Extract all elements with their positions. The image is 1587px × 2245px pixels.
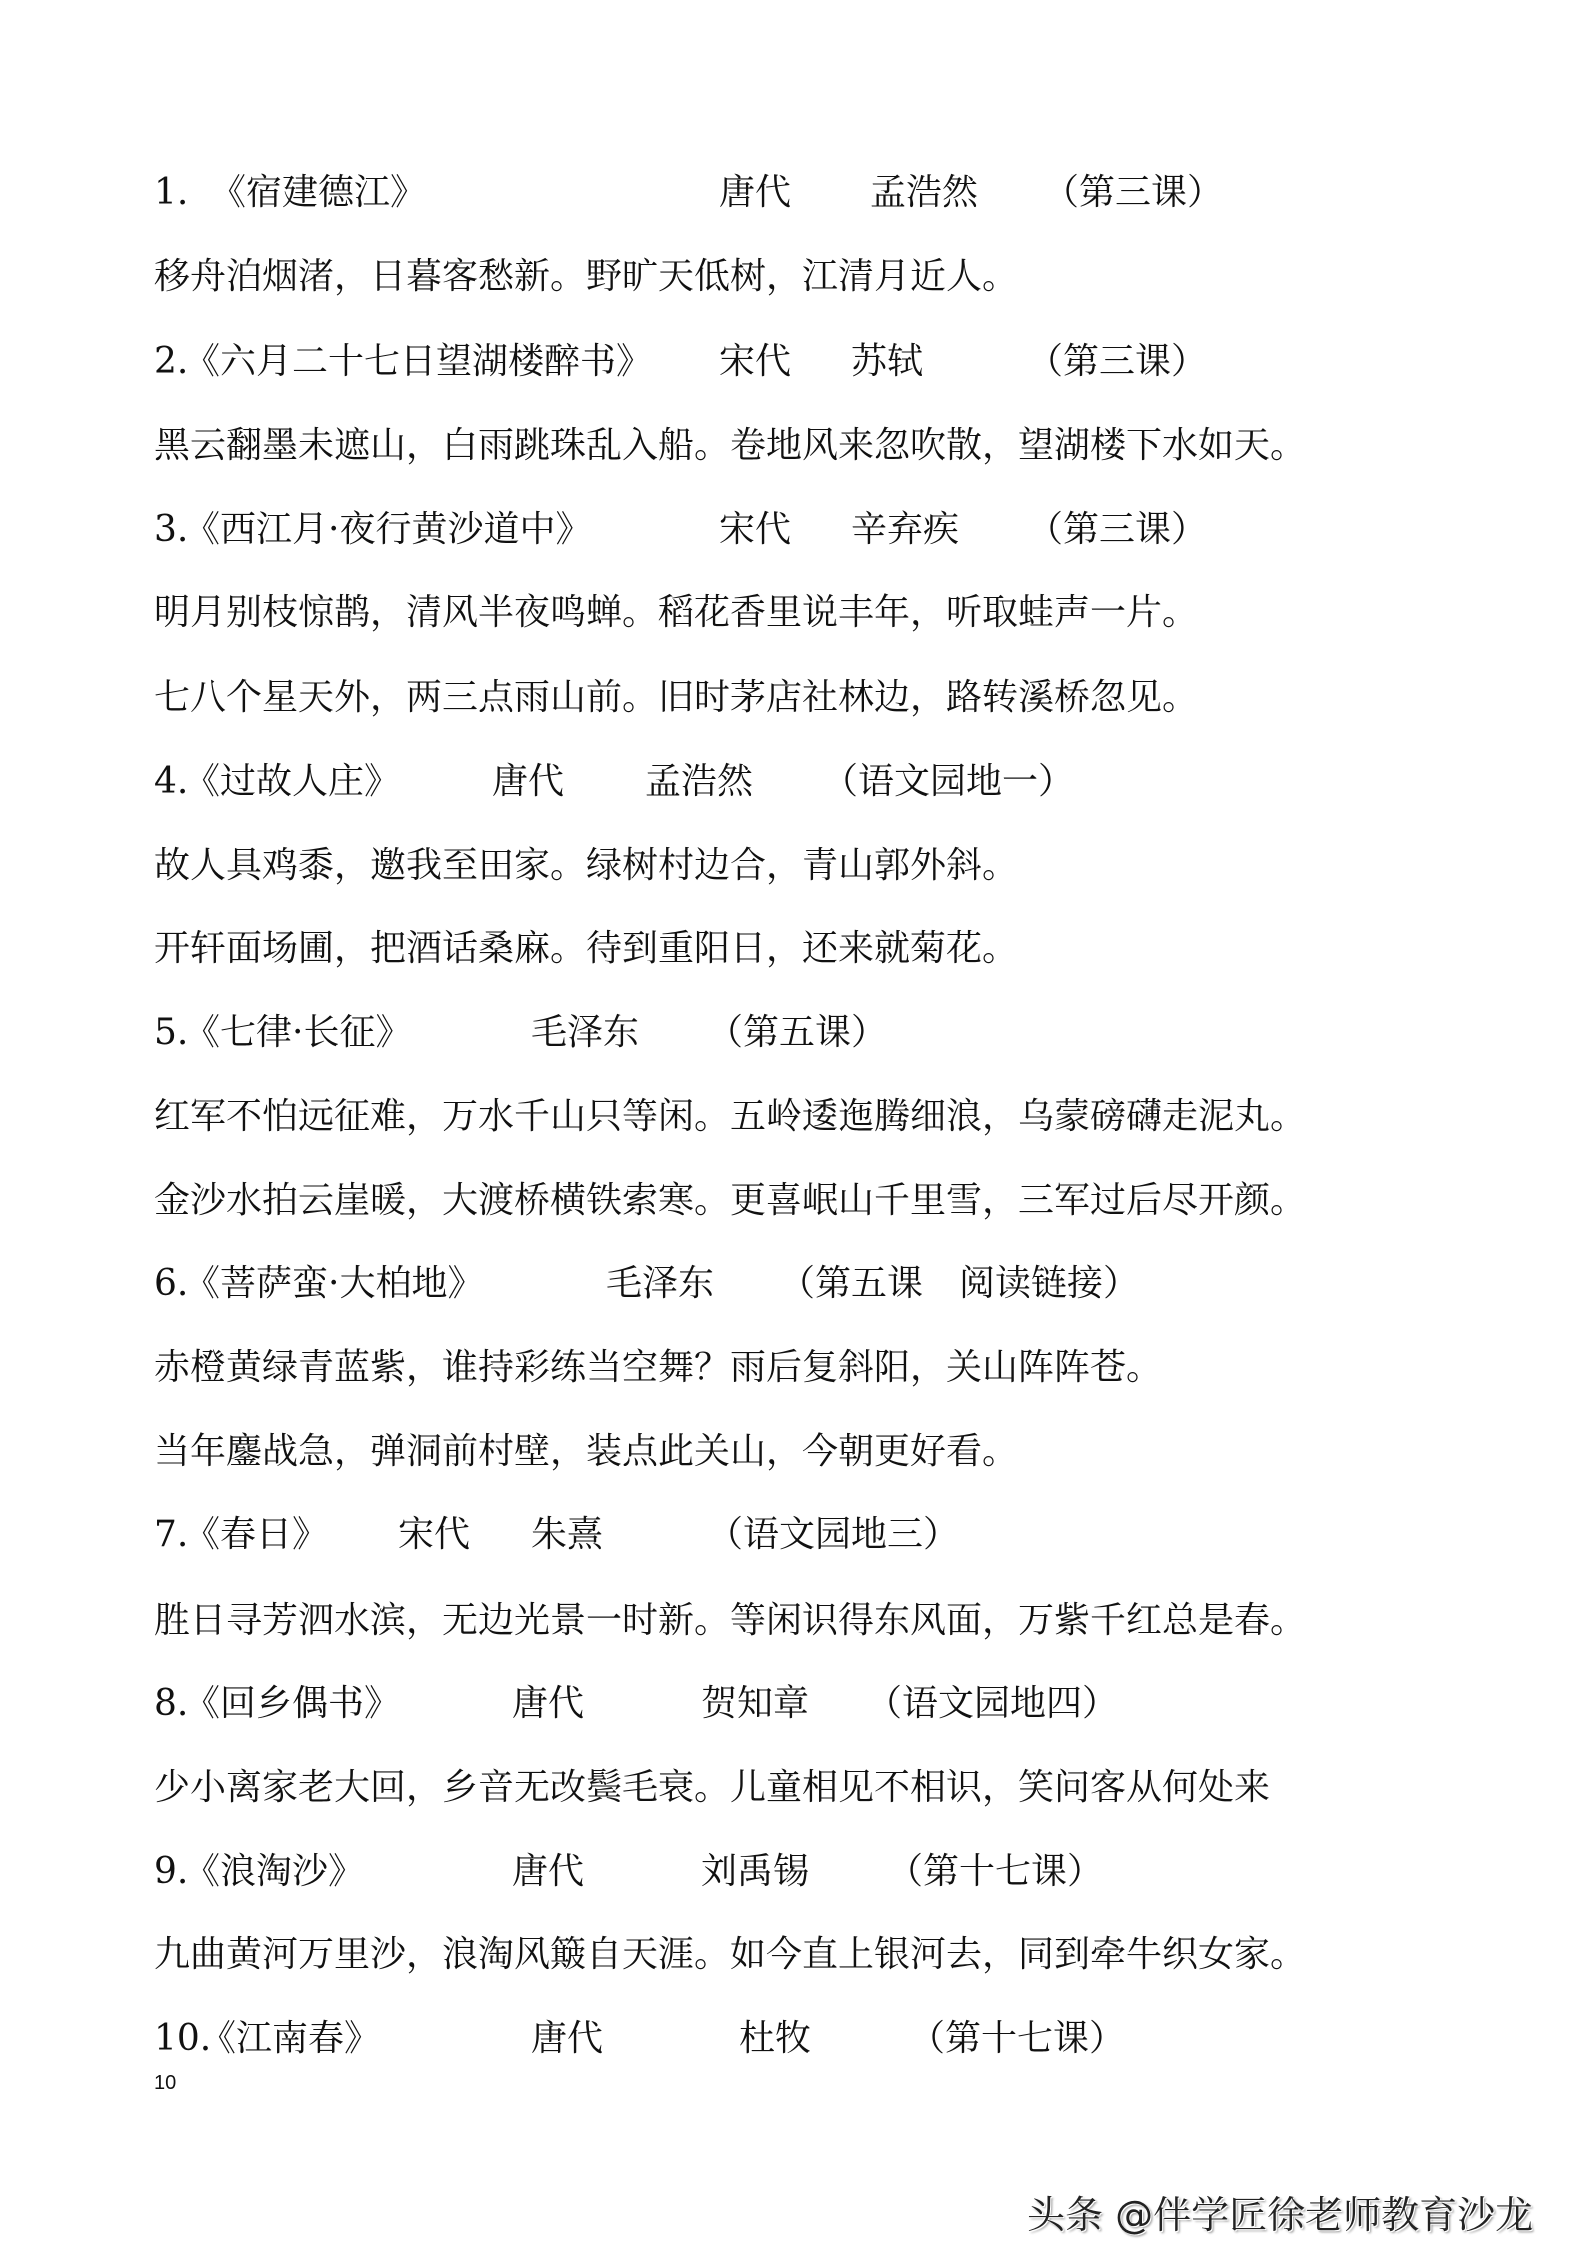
- page-number: 10: [154, 2072, 177, 2094]
- poem-number: 7.: [154, 1514, 189, 1555]
- poem-number: 1.: [154, 172, 189, 213]
- poem-author: 孟浩然: [870, 172, 979, 213]
- poem-line: 故人具鸡黍，邀我至田家。绿树村边合，青山郭外斜。: [154, 845, 1019, 886]
- poem-dynasty: 宋代: [719, 341, 792, 382]
- watermark: 头条 @伴学匠徐老师教育沙龙: [1027, 2193, 1534, 2237]
- poem-author: 毛泽东: [606, 1263, 715, 1304]
- poem-title: 《菩萨蛮·大柏地》: [184, 1263, 484, 1304]
- poem-line: 金沙水拍云崖暖，大渡桥横铁索寒。更喜岷山千里雪，三军过后尽开颜。: [154, 1180, 1307, 1221]
- poem-author: 刘禹锡: [701, 1851, 810, 1892]
- poem-line: 开轩面场圃，把酒话桑麻。待到重阳日，还来就菊花。: [154, 928, 1019, 969]
- poem-line: 明月别枝惊鹊，清风半夜鸣蝉。稻花香里说丰年，听取蛙声一片。: [154, 592, 1199, 633]
- poem-dynasty: 唐代: [492, 761, 565, 802]
- poem-dynasty: 宋代: [719, 509, 792, 550]
- poem-lesson: （第十七课）: [909, 2018, 1126, 2059]
- poem-title: 《七律·长征》: [184, 1012, 412, 1053]
- poem-title: 《春日》: [184, 1514, 329, 1555]
- poem-number: 9.: [154, 1851, 189, 1892]
- poem-lesson: （第五课）: [707, 1012, 888, 1053]
- poem-author: 朱熹: [531, 1514, 604, 1555]
- poem-line: 七八个星天外，两三点雨山前。旧时茅店社林边，路转溪桥忽见。: [154, 677, 1199, 718]
- poem-dynasty: 唐代: [719, 172, 792, 213]
- poem-lesson: （语文园地一）: [822, 761, 1075, 802]
- poem-line: 移舟泊烟渚，日暮客愁新。野旷天低树，江清月近人。: [154, 256, 1019, 297]
- poem-number: 2.: [154, 341, 189, 382]
- poem-title: 《浪淘沙》: [184, 1851, 365, 1892]
- poem-title: 《过故人庄》: [184, 761, 401, 802]
- poem-author: 毛泽东: [531, 1012, 640, 1053]
- poem-dynasty: 唐代: [531, 2018, 604, 2059]
- poem-line: 九曲黄河万里沙，浪淘风簸自天涯。如今直上银河去，同到牵牛织女家。: [154, 1934, 1307, 1975]
- poem-lesson: （第三课）: [1043, 172, 1224, 213]
- poem-number: 5.: [154, 1012, 189, 1053]
- poem-number: 10.: [154, 2018, 212, 2059]
- poem-dynasty: 宋代: [398, 1514, 471, 1555]
- poem-lesson: （第三课）: [1027, 509, 1208, 550]
- poem-lesson: （第十七课）: [887, 1851, 1104, 1892]
- poem-author: 贺知章: [701, 1683, 810, 1724]
- poem-line: 红军不怕远征难，万水千山只等闲。五岭逶迤腾细浪，乌蒙磅礴走泥丸。: [154, 1096, 1307, 1137]
- poem-title: 《回乡偶书》: [184, 1683, 401, 1724]
- poem-author: 辛弃疾: [851, 509, 960, 550]
- poem-author: 苏轼: [851, 341, 924, 382]
- poem-dynasty: 唐代: [512, 1683, 585, 1724]
- poem-line: 胜日寻芳泗水滨，无边光景一时新。等闲识得东风面，万紫千红总是春。: [154, 1600, 1307, 1641]
- poem-number: 6.: [154, 1263, 189, 1304]
- poem-lesson: （第三课）: [1027, 341, 1208, 382]
- poem-lesson: （第五课 阅读链接）: [779, 1263, 1140, 1304]
- poem-title: 《宿建德江》: [210, 172, 427, 213]
- poem-line: 赤橙黄绿青蓝紫，谁持彩练当空舞？雨后复斜阳，关山阵阵苍。: [154, 1347, 1163, 1388]
- poem-line: 当年鏖战急，弹洞前村壁，装点此关山，今朝更好看。: [154, 1431, 1019, 1472]
- poem-title: 《六月二十七日望湖楼醉书》: [184, 341, 653, 382]
- poem-lesson: （语文园地四）: [866, 1683, 1119, 1724]
- poem-title: 《江南春》: [200, 2018, 381, 2059]
- poem-author: 孟浩然: [645, 761, 754, 802]
- poem-line: 黑云翻墨未遮山，白雨跳珠乱入船。卷地风来忽吹散，望湖楼下水如天。: [154, 425, 1307, 466]
- poem-lesson: （语文园地三）: [707, 1514, 960, 1555]
- poem-number: 8.: [154, 1683, 189, 1724]
- poem-number: 4.: [154, 761, 189, 802]
- poem-title: 《西江月·夜行黄沙道中》: [184, 509, 592, 550]
- poem-number: 3.: [154, 509, 189, 550]
- poem-dynasty: 唐代: [512, 1851, 585, 1892]
- poem-author: 杜牧: [739, 2018, 812, 2059]
- poem-line: 少小离家老大回，乡音无改鬓毛衰。儿童相见不相识，笑问客从何处来: [154, 1767, 1271, 1808]
